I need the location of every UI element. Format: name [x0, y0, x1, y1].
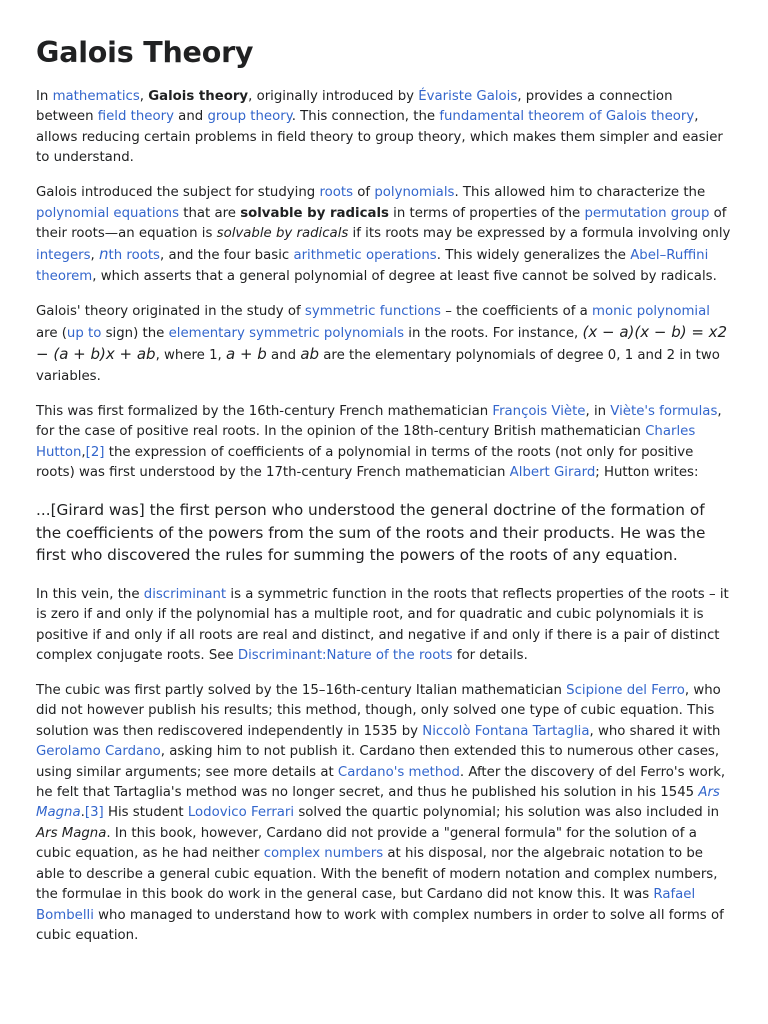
link-rafael-bombelli[interactable]: Rafael Bombelli [36, 887, 696, 923]
link-discriminant[interactable]: discriminant [143, 586, 227, 602]
link-polynomials[interactable]: polynomials [374, 185, 455, 201]
link-cardanos-method[interactable]: Cardano's method [337, 764, 460, 780]
paragraph-viete: This was first formalized by the 16th-century French mathematician François Viète, in Viète's formulas, for the case of positive real roots. In the opinion of the 18th-century British mathematician Charles Hutton,[2] the expression of coefficients of a polynomial in terms of the roots (not only for positive roots) was first understood by the 17th-century French mathematician Albert Girard; Hutton writes: [36, 403, 722, 480]
link-polynomial-equations[interactable]: polynomial equations [36, 205, 180, 221]
link-albert-girard[interactable]: Albert Girard [509, 465, 596, 480]
paragraph-cubic: The cubic was first partly solved by the 15–16th-century Italian mathematician Scipione del Ferro, who did not however publish his results; this method, though, only solved one type of cubic equation. This solution was then rediscovered independently in 1535 by Niccolò Fontana Tartaglia, who shared it with Gerolamo Cardano, asking him to not publish it. Cardano then extended this to numerous other cases, using similar arguments; see more details at Cardano's method. After the discovery of del Ferro's work, he felt that Tartaglia's method was no longer secret, and thus he published his solution in his 1545 Ars Magna.[3] His student Lodovico Ferrari solved the quartic polynomial; his solution was also included in Ars Magna. In this book, however, Cardano did not provide a "general formula" for the solution of a cubic equation, as he had neither complex numbers at his disposal, nor the algebraic notation to be able to describe a general cubic equation. With the benefit of modern notation and complex numbers, the formulae in this book do work in the general case, but Cardano did not know this. It was Rafael Bombelli who managed to understand how to work with complex numbers in order to solve all forms of cubic equation. [36, 683, 726, 943]
link-monic-polynomial[interactable]: monic polynomial [592, 303, 710, 319]
link-nature-of-roots[interactable]: Discriminant:Nature of the roots [237, 648, 453, 664]
link-symmetric-functions[interactable]: symmetric functions [304, 303, 441, 319]
math-product: ab [300, 345, 320, 364]
italic-ars-magna: Ars Magna [36, 825, 107, 841]
paragraph-symmetric-functions: Galois' theory originated in the study of symmetric functions – the coefficients of a monic polynomial are (up to sign) the elementary symmetric polynomials in the roots. For instance, (x − a)(x − b) = x2 − (a + b)x + ab, where 1, a + b and ab are the elementary polynomials of degree 0, 1 and 2 in two variables. [36, 303, 728, 384]
link-elementary-symmetric-polynomials[interactable]: elementary symmetric polynomials [168, 326, 405, 342]
link-tartaglia[interactable]: Niccolò Fontana Tartaglia [422, 723, 590, 739]
link-complex-numbers[interactable]: complex numbers [263, 846, 384, 862]
link-gerolamo-cardano[interactable]: Gerolamo Cardano [36, 744, 161, 760]
link-integers[interactable]: integers [36, 248, 91, 264]
reference-3[interactable]: [3] [84, 805, 104, 821]
link-charles-hutton[interactable]: Charles Hutton [36, 424, 696, 460]
link-scipione-del-ferro[interactable]: Scipione del Ferro [566, 683, 685, 699]
link-ars-magna[interactable]: Ars Magna [36, 785, 720, 821]
bold-galois-theory: Galois theory [148, 89, 249, 104]
link-abel-ruffini-theorem[interactable]: Abel–Ruffini theorem [36, 248, 709, 284]
link-up-to[interactable]: up to [66, 326, 102, 342]
link-field-theory[interactable]: field theory [97, 109, 174, 125]
link-nth-roots[interactable]: nth roots [99, 245, 160, 264]
paragraph-radicals: Galois introduced the subject for studying roots of polynomials. This allowed him to characterize the polynomial equations that are solvable by radicals in terms of properties of the permutation group of their roots—an equation is solvable by radicals if its roots may be expressed by a formula involving only integers, nth roots, and the four basic arithmetic operations. This widely generalizes the Abel–Ruffini theorem, which asserts that a general polynomial of degree at least five cannot be solved by radicals. [36, 185, 731, 284]
paragraph-intro: In mathematics, Galois theory, originally introduced by Évariste Galois, provides a connection between field theory and group theory. This connection, the fundamental theorem of Galois theory, allows reducing certain problems in field theory to group theory, which makes them simpler and easier to understand. [36, 89, 723, 166]
page-title: Galois Theory [36, 36, 254, 69]
math-sum: a + b [226, 345, 267, 364]
link-vietes-formulas[interactable]: Viète's formulas [610, 403, 718, 419]
math-product-formula: (x − a)(x − b) = x2 − (a + b)x + ab [36, 323, 728, 364]
link-group-theory[interactable]: group theory [207, 109, 292, 125]
link-roots[interactable]: roots [319, 185, 354, 201]
bold-solvable-by-radicals: solvable by radicals [240, 205, 389, 221]
link-francois-viete[interactable]: François Viète [492, 403, 586, 419]
link-permutation-group[interactable]: permutation group [584, 205, 710, 221]
link-evariste-galois[interactable]: Évariste Galois [418, 89, 518, 104]
link-lodovico-ferrari[interactable]: Lodovico Ferrari [187, 805, 295, 821]
paragraph-discriminant: In this vein, the discriminant is a symmetric function in the roots that reflects properties of the roots – it is zero if and only if the polynomial has a multiple root, and for quadratic and cubic polynomials it is positive if and only if all roots are real and distinct, and negative if and only if there is a pair of distinct complex conjugate roots. See Discriminant:Nature of the roots for details. [36, 586, 729, 664]
reference-2[interactable]: [2] [85, 444, 105, 460]
link-fundamental-theorem[interactable]: fundamental theorem of Galois theory [439, 109, 695, 125]
quote-hutton: ...[Girard was] the first person who understood the general doctrine of the formation of the coefficients of the powers from the sum of the roots and their products. He was the first who discovered the rules for summing the powers of the roots of any equation. [36, 501, 706, 565]
link-arithmetic-operations[interactable]: arithmetic operations [293, 248, 437, 264]
italic-solvable-by-radicals: solvable by radicals [216, 225, 349, 241]
link-mathematics[interactable]: mathematics [52, 89, 140, 104]
